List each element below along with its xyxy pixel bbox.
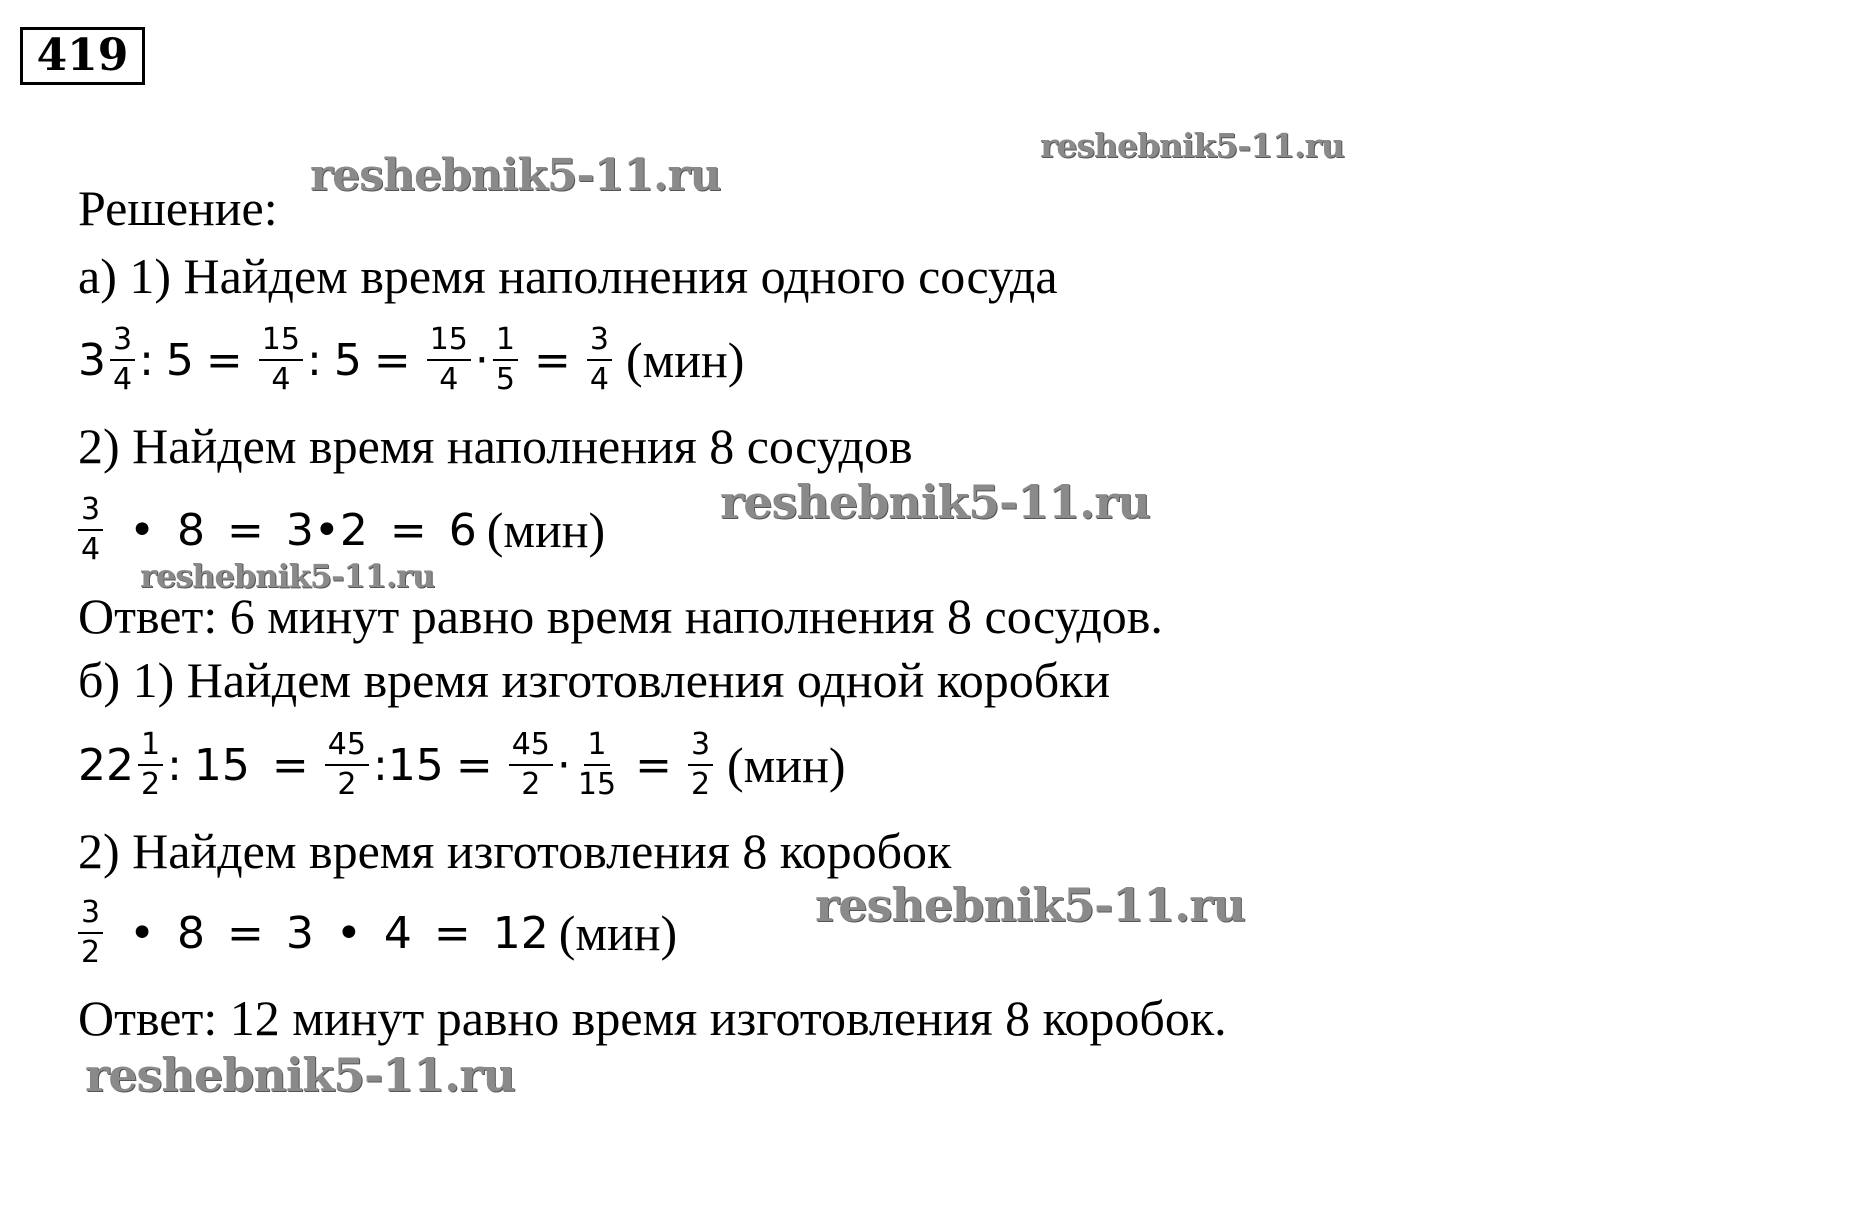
task-number: 419 [20,27,145,85]
number: 15 [387,739,444,791]
fraction [688,728,713,802]
fraction [259,323,303,397]
equals-sign: = [433,907,471,959]
equals-sign: = [389,504,427,556]
number: 8 [177,504,206,556]
multiply-dot: · [556,739,571,791]
part-a-answer: Ответ: 6 минут равно время наполнения 8 сосудов. [78,588,1163,644]
denominator: 2 [521,767,541,802]
numerator: 3 [587,323,612,361]
denominator: 4 [113,362,133,397]
denominator: 5 [495,362,515,397]
result-number: 6 [448,504,477,556]
part-b-step2-equation [78,878,677,988]
fraction [427,323,471,397]
equals-sign: = [271,739,309,791]
numerator: 3 [110,323,135,361]
fraction [587,323,612,397]
number: 4 [383,907,412,959]
number: 3 [285,504,314,556]
numerator: 3 [78,896,103,934]
denominator: 4 [589,362,609,397]
numerator: 3 [78,493,103,531]
multiply-bullet: • [335,907,362,959]
fraction [110,323,135,397]
watermark: reshebnik5-11.ru [85,1048,515,1102]
number: 15 [193,739,250,791]
part-a-step2-text: 2) Найдем время наполнения 8 сосудов [78,418,913,474]
denominator: 2 [81,935,101,970]
multiply-bullet: • [313,504,340,556]
denominator: 2 [141,767,161,802]
numerator: 15 [427,323,471,361]
part-b-step1-text: б) 1) Найдем время изготовления одной коробки [78,652,1111,708]
unit-label: (мин) [727,737,846,793]
fraction [493,323,518,397]
watermark: reshebnik5-11.ru [815,878,1245,932]
fraction [78,493,103,567]
divide-sign: : [372,739,388,791]
part-a-step1-text: а) 1) Найдем время наполнения одного сосуда [78,248,1058,304]
number: 3 [285,907,314,959]
denominator: 4 [81,532,101,567]
equals-sign: = [227,907,264,959]
equals-sign: = [373,334,411,386]
number: 8 [177,907,206,959]
denominator: 4 [271,362,291,397]
multiply-dot: · [474,334,489,386]
number: 5 [333,334,362,386]
denominator: 2 [690,767,711,802]
number: 5 [165,334,194,386]
divide-sign: : [306,334,322,386]
denominator: 4 [439,362,459,397]
multiply-bullet: • [129,504,156,556]
equals-sign: = [205,334,243,386]
whole-part: 3 [78,334,106,386]
fraction [78,896,103,970]
denominator: 15 [577,767,617,802]
unit-label: (мин) [558,905,678,961]
numerator: 1 [493,323,518,361]
equals-sign: = [533,334,571,386]
part-b-step2-text: 2) Найдем время изготовления 8 коробок [78,823,952,879]
part-b-answer: Ответ: 12 минут равно время изготовления 8 коробок. [78,990,1227,1046]
unit-label: (мин) [486,502,606,558]
solution-heading: Решение: [78,180,278,236]
numerator: 45 [509,728,553,766]
numerator: 15 [259,323,303,361]
part-b-step1-equation [78,710,846,820]
watermark: reshebnik5-11.ru [310,150,721,201]
denominator: 2 [337,767,357,802]
numerator: 3 [688,728,713,766]
multiply-bullet: • [129,907,156,959]
equals-sign: = [635,739,672,791]
whole-part: 22 [78,739,134,791]
part-a-step1-equation [78,305,744,415]
unit-label: (мин) [625,332,745,388]
numerator: 45 [325,728,369,766]
divide-sign: : [139,334,154,386]
watermark: reshebnik5-11.ru [1040,126,1344,165]
fraction [138,728,163,802]
fraction [509,728,553,802]
equals-sign: = [455,739,493,791]
fraction [575,728,619,802]
numerator: 1 [138,728,163,766]
fraction [325,728,369,802]
equals-sign: = [227,504,264,556]
numerator: 1 [584,728,609,766]
result-number: 12 [492,907,549,959]
watermark: reshebnik5-11.ru [140,557,435,595]
divide-sign: : [167,739,182,791]
number: 2 [339,504,368,556]
watermark: reshebnik5-11.ru [720,475,1150,529]
